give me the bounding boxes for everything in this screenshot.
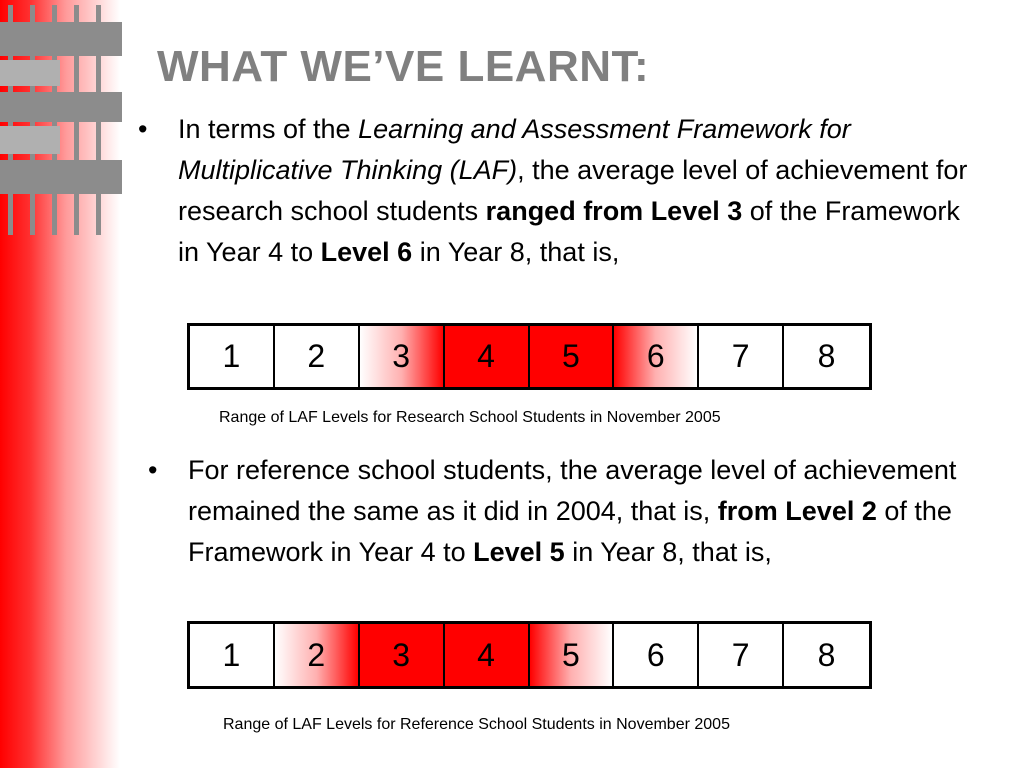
level-cell: 2 — [275, 624, 360, 686]
bullet-point: • — [148, 455, 158, 485]
bullet1-text: of the Framework in Year 4 to — [178, 196, 960, 267]
range-start-emphasis: from Level 2 — [717, 496, 877, 526]
level-cell: 1 — [190, 326, 275, 387]
level-cell: 4 — [445, 624, 530, 686]
bullet2-text: of the Framework in Year 4 to — [188, 496, 952, 567]
level-cell: 6 — [614, 624, 699, 686]
level-cell: 6 — [614, 326, 699, 387]
research-table-caption: Range of LAF Levels for Research School Students in November 2005 — [219, 409, 721, 426]
bullet-point: • — [138, 114, 148, 144]
laf-framework-name: Learning and Assessment Framework for Multiplicative Thinking (LAF) — [178, 114, 851, 185]
level-cell: 2 — [275, 326, 360, 387]
bullet1-text: in Year 8, that is, — [412, 237, 620, 267]
reference-levels-table — [187, 621, 872, 689]
bullet-reference-schools — [148, 450, 978, 573]
range-start-emphasis: ranged from Level 3 — [485, 196, 743, 226]
level-cell: 3 — [360, 326, 445, 387]
range-end-emphasis: Level 6 — [320, 237, 413, 267]
level-cell: 5 — [530, 326, 615, 387]
slide-title: WHAT WE’VE LEARNT: — [157, 42, 650, 91]
level-cell: 7 — [699, 326, 784, 387]
level-cell: 3 — [360, 624, 445, 686]
level-cell: 8 — [817, 636, 836, 673]
level-cell: 1 — [190, 624, 275, 686]
level-cell: 8 — [817, 338, 836, 374]
level-cell: 4 — [445, 326, 530, 387]
level-cell: 7 — [699, 624, 784, 686]
bullet2-text: in Year 8, that is, — [564, 537, 772, 567]
grid-decoration-graphic — [0, 0, 130, 250]
bullet2-text: For reference school students, the average level of achievement remained the same as it did in 2004, that is, — [188, 455, 957, 526]
bullet-research-schools — [138, 109, 978, 273]
range-end-emphasis: Level 5 — [473, 537, 565, 567]
bullet1-text: In terms of the — [178, 114, 359, 144]
research-levels-table — [187, 323, 872, 390]
bullet1-text: , the average level of achievement for research school students — [178, 155, 968, 226]
level-cell: 5 — [530, 624, 615, 686]
reference-table-caption: Range of LAF Levels for Reference School Students in November 2005 — [223, 716, 730, 733]
